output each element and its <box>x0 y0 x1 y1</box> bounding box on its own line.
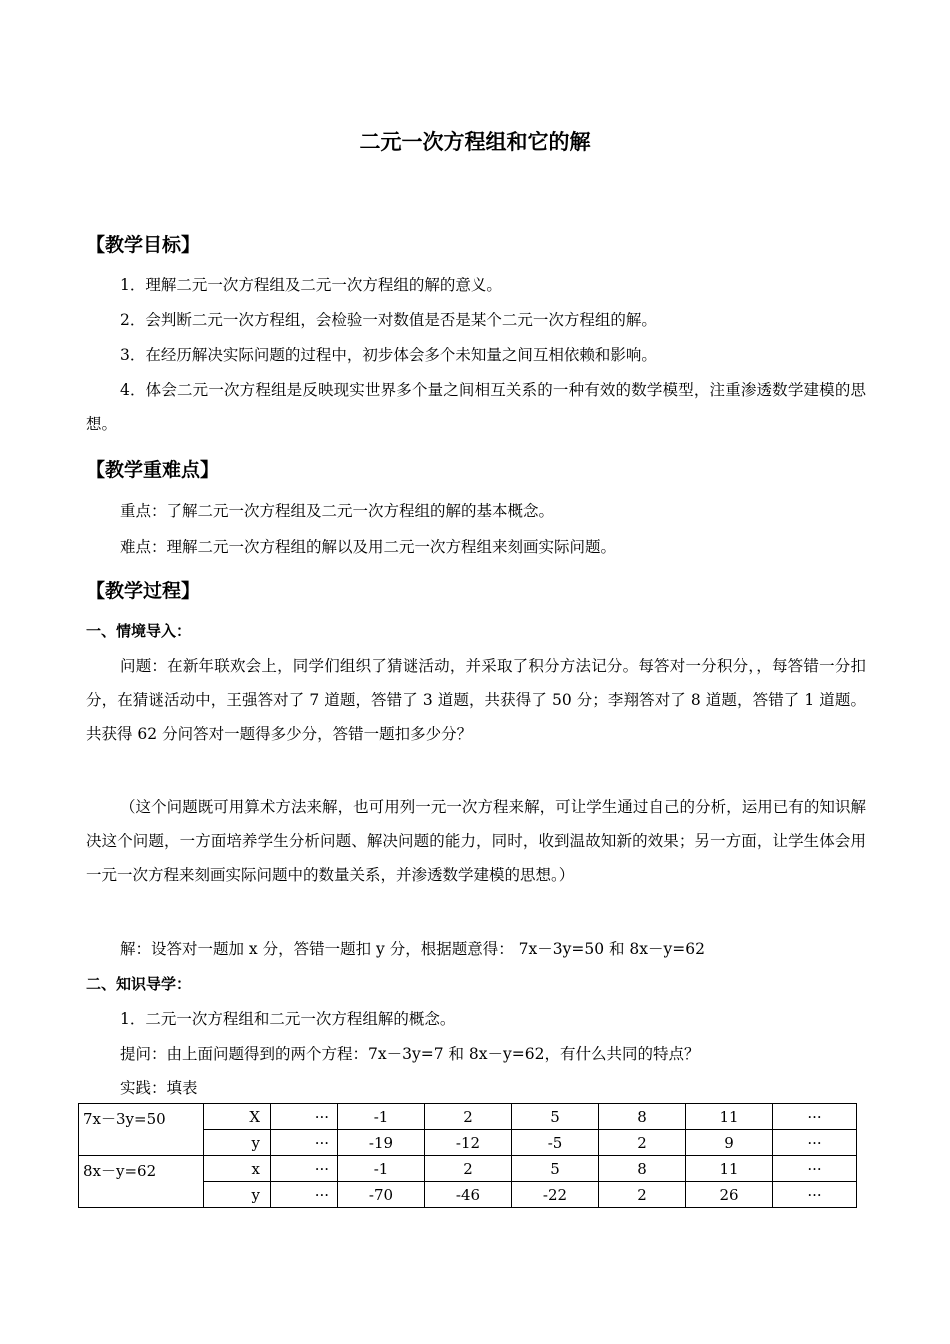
equation-cell: 8x－y=62 <box>79 1156 204 1208</box>
table-cell: 8 <box>599 1104 686 1130</box>
variable-cell: x <box>204 1156 271 1182</box>
process-heading: 【教学过程】 <box>86 580 201 602</box>
table-cell: -70 <box>338 1182 425 1208</box>
table-cell: 11 <box>686 1156 773 1182</box>
practice-line: 实践：填表 <box>120 1079 198 1097</box>
table-cell: 5 <box>512 1104 599 1130</box>
table-cell: -5 <box>512 1130 599 1156</box>
table-cell: 9 <box>686 1130 773 1156</box>
table-cell: -1 <box>338 1156 425 1182</box>
key-difficulty-heading: 【教学重难点】 <box>86 459 220 481</box>
variable-cell: y <box>204 1182 271 1208</box>
concept-line: 1．二元一次方程组和二元一次方程组解的概念。 <box>120 1010 456 1028</box>
variable-cell: y <box>204 1130 271 1156</box>
table-cell: 5 <box>512 1156 599 1182</box>
question-line: 提问：由上面问题得到的两个方程：7x－3y=7 和 8x－y=62，有什么共同的特点？ <box>120 1045 700 1063</box>
table-cell: ··· <box>773 1156 857 1182</box>
fill-in-table <box>78 1103 857 1208</box>
goal-item-2: 2．会判断二元一次方程组，会检验一对数值是否是某个二元一次方程组的解。 <box>120 311 657 329</box>
difficulty-point: 难点：理解二元一次方程组的解以及用二元一次方程组来刻画实际问题。 <box>120 538 617 556</box>
table-cell: -19 <box>338 1130 425 1156</box>
goals-heading: 【教学目标】 <box>86 234 201 256</box>
table-cell: ··· <box>773 1104 857 1130</box>
table-cell: -12 <box>425 1130 512 1156</box>
table-cell: -22 <box>512 1182 599 1208</box>
equation-cell: 7x－3y=50 <box>79 1104 204 1156</box>
table-cell: 2 <box>599 1182 686 1208</box>
table-row <box>79 1104 857 1130</box>
goal-item-1: 1．理解二元一次方程组及二元一次方程组的解的意义。 <box>120 276 502 294</box>
table-cell: ··· <box>773 1130 857 1156</box>
goal-item-3: 3．在经历解决实际问题的过程中，初步体会多个未知量之间互相依赖和影响。 <box>120 346 657 364</box>
intro-heading: 一、情境导入： <box>86 622 192 640</box>
table-cell: -46 <box>425 1182 512 1208</box>
goal-item-4: 4．体会二元一次方程组是反映现实世界多个量之间相互关系的一种有效的数学模型，注重渗透数学建模的思想。 <box>86 381 866 433</box>
key-point: 重点：了解二元一次方程组及二元一次方程组的解的基本概念。 <box>120 502 555 520</box>
table-cell: 11 <box>686 1104 773 1130</box>
table-cell: -1 <box>338 1104 425 1130</box>
table-cell: 2 <box>425 1104 512 1130</box>
table-cell: ··· <box>271 1156 338 1182</box>
table-row <box>79 1156 857 1182</box>
solution-line: 解：设答对一题加 x 分，答错一题扣 y 分，根据题意得： 7x－3y=50 和 8x－y=62 <box>120 940 705 958</box>
table-cell: ··· <box>773 1182 857 1208</box>
page-title: 二元一次方程组和它的解 <box>359 130 591 154</box>
table-cell: 26 <box>686 1182 773 1208</box>
table-cell: ··· <box>271 1104 338 1130</box>
table-cell: ··· <box>271 1182 338 1208</box>
table-cell: ··· <box>271 1130 338 1156</box>
table-cell: 8 <box>599 1156 686 1182</box>
variable-cell: X <box>204 1104 271 1130</box>
table-cell: 2 <box>599 1130 686 1156</box>
guide-heading: 二、知识导学： <box>86 975 192 993</box>
note-paragraph: （这个问题既可用算术方法来解，也可用列一元一次方程来解，可让学生通过自己的分析，运用已有的知识解决这个问题，一方面培养学生分析问题、解决问题的能力，同时，收到温故知新的效果；另一方面，让学生体会用一元一次方程来刻画实际问题中的数量关系，并渗透数学建模的思想。） <box>86 798 866 884</box>
table-cell: 2 <box>425 1156 512 1182</box>
problem-paragraph: 问题：在新年联欢会上，同学们组织了猜谜活动，并采取了积分方法记分。每答对一分积分，，每答错一分扣分，在猜谜活动中，王强答对了 7 道题，答错了 3 道题，共获得了 50 分；李翔答对了 8 道题，答错了 1 道题。共获得 62 分问答对一题得多少分，答错一题扣多少分？ <box>86 657 866 743</box>
